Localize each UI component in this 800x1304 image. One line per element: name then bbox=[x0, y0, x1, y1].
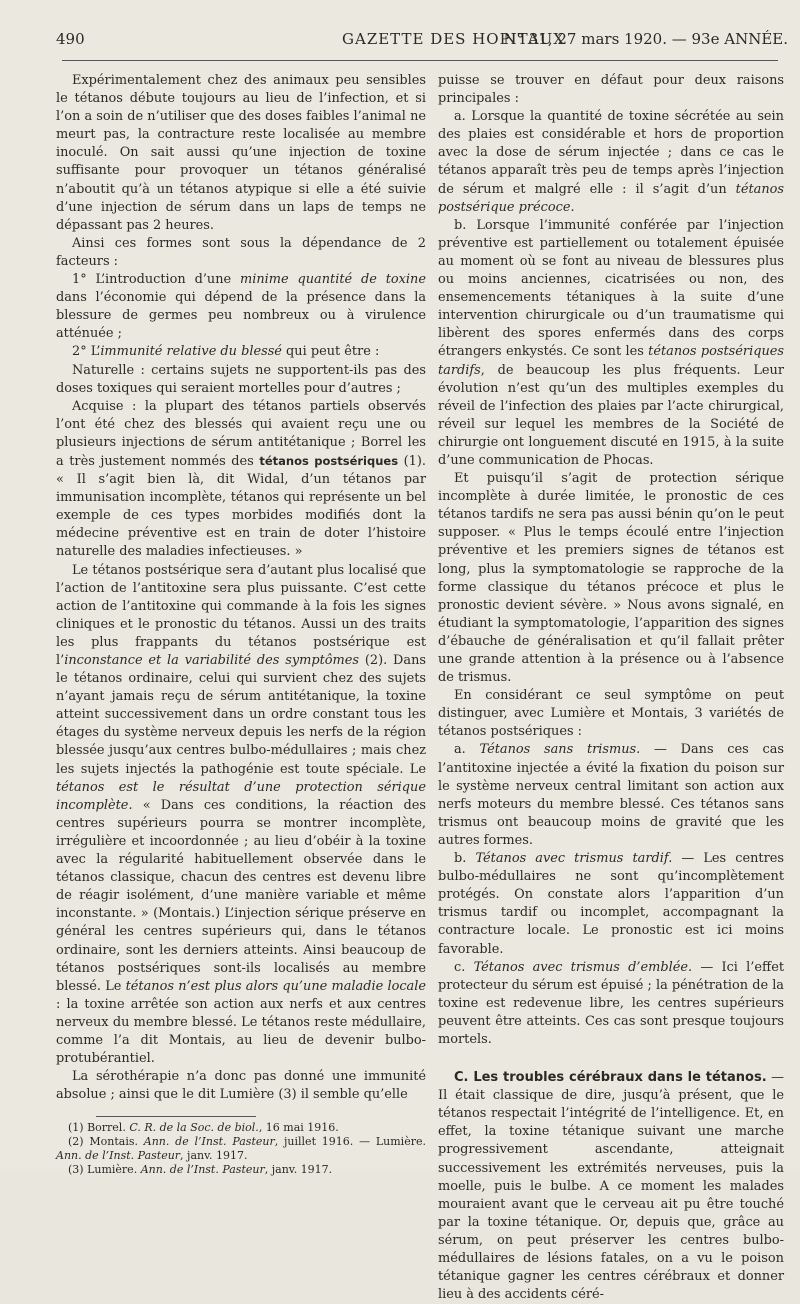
footnote: (3) Lumière. Ann. de l’Inst. Pasteur, janv. 1917. bbox=[68, 1163, 333, 1177]
page-header bbox=[56, 30, 788, 56]
section-title: C. Les troubles cérébraux dans le tétanos. bbox=[454, 1070, 767, 1086]
paragraph: Acquise : la plupart des tétanos partiels observés l’ont été chez des blessés qui avaient reçu une ou plusieurs injections de sérum antitétanique ; Borrel les a très justement nommés des tétanos postsériques (1). « Il s’agit bien là, dit Widal, d’un tétanos par immunisation incomplète, tétanos qui représente un bel exemple de ces types morbides modifiés dont la médecine préventive est en train de doter l’histoire naturelle des maladies infectieuses. » bbox=[56, 398, 426, 560]
paragraph: b. Tétanos avec trismus tardif. — Les centres bulbo-médullaires ne sont qu’incomplètement protégés. On constate alors l’apparition d’un trismus tardif ou incomplet, accompagnant la contracture locale. Le pronostic est ici moins favorable. bbox=[438, 851, 784, 957]
paragraph: a. Tétanos sans trismus. — Dans ces cas l’antitoxine injectée a évité la fixation du poison sur le système nerveux central limitant son action aux nerfs moteurs du membre blessé. Ces tétanos sans trismus ont beaucoup moins de gravité que les autres formes. bbox=[438, 742, 784, 848]
paragraph: puisse se trouver en défaut pour deux raisons principales : bbox=[438, 73, 784, 107]
paragraph: Naturelle : certains sujets ne supportent-ils pas des doses toxiques qui seraient mortelles pour d’autres ; bbox=[56, 362, 426, 396]
paragraph: a. Lorsque la quantité de toxine sécrétée au sein des plaies est considérable et hors de proportion avec la dose de sérum injectée ; dans ce cas le tétanos apparaît très peu de temps après l’injection de sérum et malgré elle : il s’agit d’un tétanos postsérique précoce. bbox=[438, 109, 784, 215]
journal-title: GAZETTE DES HOPITAUX bbox=[342, 30, 565, 48]
section-paragraph: C. Les troubles cérébraux dans le tétanos. — Il était classique de dire, jusqu’à présent, que le tétanos respectait l’intégrité de l’intelligence. Et, en effet, la toxine tétanique suivant une marche progressivement ascendante, atteignait successivement les extrémités nerveuses, puis la moelle, puis le bulbe. A ce moment les malades mouraient avant que le cerveau ait pu être touché par la toxine tétanique. Or, depuis que, grâce au sérum, on peut préserver les centres bulbo-médullaires de lésions fatales, on a vu le poison tétanique gagner les centres cérébraux et donner lieu à des accidents céré- bbox=[438, 1070, 784, 1303]
paragraph: 2° L’immunité relative du blessé qui peut être : bbox=[72, 344, 380, 360]
paragraph: b. Lorsque l’immunité conférée par l’injection préventive est partiellement ou totalement épuisée au moment où se font au niveau de blessures plus ou moins anciennes, cicatrisées ou non, des ensemencements tétaniques à la suite d’une intervention chirurgicale ou d’un traumatisme qui libèrent des spores enfermés dans des corps étrangers enkystés. Ce sont les tétanos postsériques tardifs, de beaucoup les plus fréquents. Leur évolution n’est qu’un des multiples exemples du réveil de l’infection des plaies par l’acte chirurgical, réveil sur lequel les membres de la Société de chirurgie ont longuement discuté en 1915, à la suite d’une communication de Phocas. bbox=[438, 217, 784, 468]
page-number: 490 bbox=[56, 30, 85, 48]
header-rule bbox=[62, 60, 778, 61]
footnote: (1) Borrel. C. R. de la Soc. de biol., 16 mai 1916. bbox=[68, 1121, 339, 1135]
issue-info: N° 31, 27 mars 1920. — 93e ANNÉE. bbox=[503, 30, 788, 48]
paragraph: La sérothérapie n’a donc pas donné une immunité absolue ; ainsi que le dit Lumière (3) il semble qu’elle bbox=[56, 1069, 426, 1103]
footnote: (2) Montais. Ann. de l’Inst. Pasteur, juillet 1916. — Lumière. Ann. de l’Inst. Pasteur, janv. 1917. bbox=[56, 1135, 426, 1163]
left-column bbox=[56, 72, 426, 1177]
paragraph: Expérimentalement chez des animaux peu sensibles le tétanos débute toujours au lieu de l’infection, et si l’on a soin de n’utiliser que des doses faibles l’animal ne meurt pas, la contracture reste localisée au membre inoculé. On sait aussi qu’une injection de toxine suffisante pour provoquer un tétanos généralisé n’aboutit qu’à un tétanos atypique si elle a été suivie d’une injection de sérum dans un laps de temps ne dépassant pas 2 heures. bbox=[56, 73, 426, 233]
paragraph: Ainsi ces formes sont sous la dépendance de 2 facteurs : bbox=[56, 235, 426, 269]
footnote-rule bbox=[96, 1116, 256, 1117]
paragraph: En considérant ce seul symptôme on peut distinguer, avec Lumière et Montais, 3 variétés de tétanos postsériques : bbox=[438, 688, 784, 740]
footnotes bbox=[56, 1121, 426, 1177]
paragraph: Le tétanos postsérique sera d’autant plus localisé que l’action de l’antitoxine sera plus puissante. C’est cette action de l’antitoxine qui commande à la fois les signes cliniques et le pronostic du tétanos. Aussi un des traits les plus frappants du tétanos postsérique est l’inconstance et la variabilité des symptômes (2). Dans le tétanos ordinaire, celui qui survient chez des sujets n’ayant jamais reçu de sérum antitétanique, la toxine atteint successivement dans un ordre constant tous les étages du système nerveux depuis les nerfs de la région blessée jusqu’aux centres bulbo-médullaires ; mais chez les sujets injectés la pathogénie est toute spéciale. Le tétanos est le résultat d’une protection sérique incomplète. « Dans ces conditions, la réaction des centres supérieurs pourra se montrer incomplète, irrégulière et incoordonnée ; au lieu d’obéir à la toxine avec la régularité habituellement observée dans le tétanos classique, chacun des centres est devenu libre de réagir isolément, d’une manière variable et même inconstante. » (Montais.) L’injection sérique préserve en général les centres supérieurs qui, dans le tétanos ordinaire, sont les derniers atteints. Ainsi beaucoup de tétanos postsériques sont-ils localisés au membre blessé. Le tétanos n’est plus alors qu’une maladie locale : la toxine arrêtée son action aux nerfs et aux centres nerveux du membre blessé. Le tétanos reste médullaire, comme l’a dit Montais, au lieu de devenir bulbo-protubérantiel. bbox=[56, 562, 426, 1067]
paragraph: 1° L’introduction d’une minime quantité de toxine dans l’économie qui dépend de la présence dans la blessure de germes peu nombreux ou à virulence atténuée ; bbox=[56, 272, 426, 342]
paragraph: Et puisqu’il s’agit de protection sérique incomplète à durée limitée, le pronostic de ces tétanos tardifs ne sera pas aussi bénin qu’on le peut supposer. « Plus le temps écoulé entre l’injection préventive et les premiers signes de tétanos est long, plus la symptomatologie se rapproche de la forme classique du tétanos précoce et plus le pronostic devient sévère. » Nous avons signalé, en étudiant la symptomatologie, l’apparition des signes d’ébauche de généralisation et qu’il fallait prêter une grande attention à la présence ou à l’absence de trismus. bbox=[438, 471, 784, 686]
right-column bbox=[438, 72, 784, 1304]
paragraph: c. Tétanos avec trismus d’emblée. — Ici l’effet protecteur du sérum est épuisé ; la pénétration de la toxine est redevenue libre, les centres supérieurs peuvent être atteints. Ces cas sont presque toujours mortels. bbox=[438, 959, 785, 1047]
